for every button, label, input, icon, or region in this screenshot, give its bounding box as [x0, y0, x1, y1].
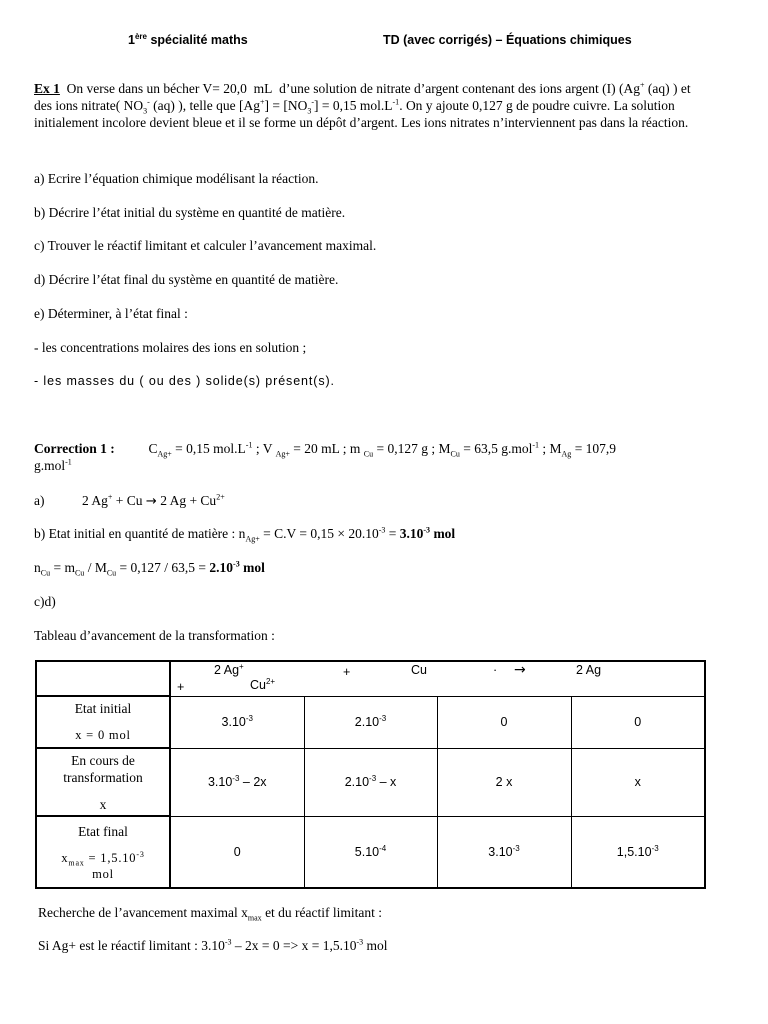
cell-initial-cu2: 0 — [571, 696, 705, 748]
eq-dot: · — [493, 663, 498, 677]
cell-final-cu: $5.10^{-4}$ — [304, 816, 437, 888]
question-c: c) Trouver le réactif limitant et calculer l’avancement maximal. — [34, 238, 377, 253]
advancement-table — [35, 660, 706, 889]
table-equation-header — [170, 661, 705, 696]
table-caption: Tableau d’avancement de la transformation : — [34, 628, 275, 643]
initial-label-2: x = 0 mol — [75, 728, 131, 742]
initial-label-1: Etat initial — [74, 701, 132, 716]
question-e1: - les concentrations molaires des ions en solution ; — [34, 340, 307, 355]
final-label-2: $x_{max} = 1,5.10^{-3}$ — [61, 849, 145, 867]
correction-label: Correction 1 : — [34, 441, 115, 456]
cell-final-ag: 0 — [170, 816, 304, 888]
table-row-initial — [36, 696, 705, 748]
cell-final-cu2: $1,5.10^{-3}$ — [571, 816, 705, 888]
table-header-row — [36, 661, 705, 696]
transformation-label-1: En cours de — [71, 752, 135, 768]
transformation-label-3: x — [99, 796, 107, 812]
cell-transf-agsolid: 2 x — [437, 748, 571, 816]
table-row-transformation — [36, 748, 705, 816]
exercise-intro: Ex 1 On verse dans un bécher V= 20,0 mL d’une solution de nitrate d’argent contenant des ions argent (I) (Ag+ (aq) ) et des ions nitrate( $NO_3^-$ (aq) ), telle que $[Ag^+] = [NO_3^-] = 0,15$ $mol.L^{-1}$. On y ajoute 0,127 g de poudre cuivre. La solution initialement incolore devient bleue et il se forme un dépôt d’argent. Les ions nitrates n’interviennent pas dans la réaction. — [34, 80, 691, 130]
question-a: a) Ecrire l’équation chimique modélisant la réaction. — [34, 171, 319, 186]
answer-a-label: a) — [34, 493, 45, 508]
row-label-transformation — [36, 748, 170, 816]
cell-transf-cu2: x — [571, 748, 705, 816]
question-e2: - les masses du ( ou des ) solide(s) présent(s). — [34, 374, 335, 388]
cell-initial-cu: $2.10^{-3}$ — [304, 696, 437, 748]
cell-transf-ag: $3.10^{-3} - 2x$ — [170, 748, 304, 816]
eq-cu-label: Cu — [411, 663, 427, 677]
cell-final-agsolid: $3.10^{-3}$ — [437, 816, 571, 888]
final-label-3: mol — [92, 866, 114, 881]
answer-cd-label: c)d) — [34, 594, 56, 609]
question-e: e) Déterminer, à l’état final : — [34, 306, 188, 321]
question-b: b) Décrire l’état initial du système en quantité de matière. — [34, 205, 346, 220]
transformation-label-2: transformation — [63, 769, 143, 785]
eq-plus1: + — [343, 665, 351, 679]
correction-data: Correction 1 : $C_{Ag+} = 0,15$ $mol.L^{-1}$ ; V $_{Ag+}$ = 20 mL ; m $_{Cu}$ = 0,127 g ; $M_{Cu} = 63,5$ g.mol$^{-1}$ ; $M_{Ag} = 107,9$ g.mol$^{-1}$ — [34, 440, 617, 473]
row-label-final — [36, 816, 170, 888]
answer-b: b) Etat initial en quantité de matière : $n_{Ag+} = C.V = 0,15 \times 20.10^{-3} = 3.10^{-3}$ mol — [34, 525, 456, 544]
final-label-1: Etat final — [78, 823, 128, 839]
row-label-initial — [36, 696, 170, 748]
cell-initial-ag: $3.10^{-3}$ — [170, 696, 304, 748]
equation: 2 Ag+ + Cu → 2 $Ag + Cu^{2+}$ — [82, 492, 225, 509]
limiting-reactant: Si Ag+ est le réactif limitant : $3.10^{-3} - 2x = 0 => x = 1,5.10^{-3}$ mol — [38, 937, 388, 953]
header-left: 1ère spécialité maths — [128, 31, 248, 47]
arrow-icon: → — [514, 662, 526, 678]
header-right: TD (avec corrigés) – Équations chimiques — [383, 33, 632, 47]
question-d: d) Décrire l’état final du système en quantité de matière. — [34, 272, 339, 287]
exercise-label: Ex 1 — [34, 81, 60, 96]
cell-initial-agsolid: 0 — [437, 696, 571, 748]
table-corner — [36, 661, 170, 696]
eq-ag2-label: 2 Ag — [576, 663, 602, 677]
cell-transf-cu: $2.10^{-3}$ – x — [304, 748, 437, 816]
eq-cu2-label: $Cu^{2+}$ — [250, 676, 276, 692]
search-xmax: Recherche de l’avancement maximal $x_{max}$ et du réactif limitant : — [38, 905, 383, 923]
eq-ag-label: 2 Ag+ — [214, 661, 244, 677]
answer-ncu: $n_{Cu} = m_{Cu} / M_{Cu} = 0,127 / 63,5 = 2.10^{-3}$ mol — [34, 559, 265, 578]
eq-plus2: + — [177, 680, 185, 694]
table-row-final — [36, 816, 705, 888]
